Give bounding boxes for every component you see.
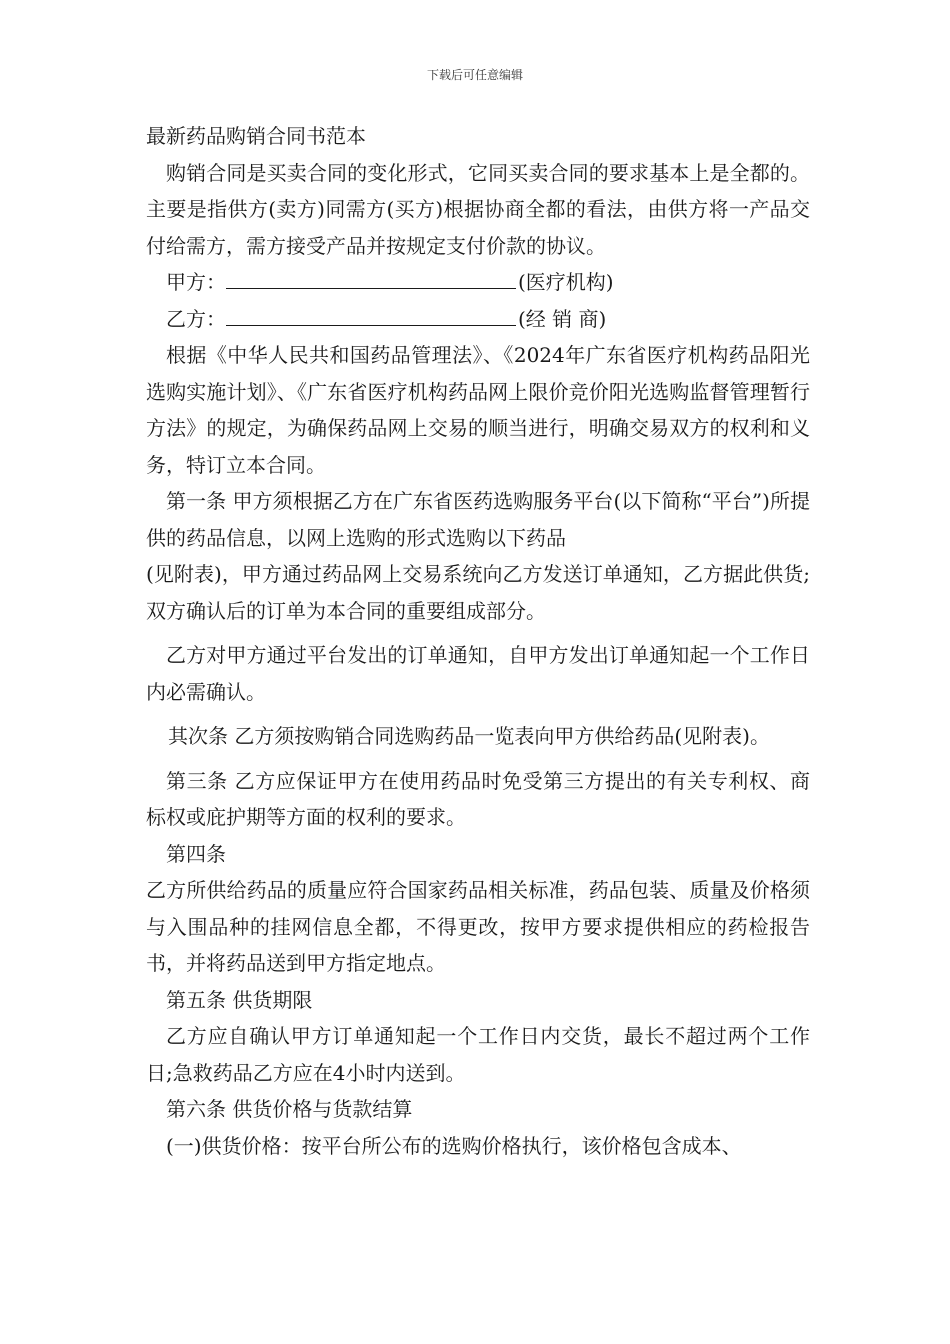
article-6-item-1: (一)供货价格：按平台所公布的选购价格执行，该价格包含成本、 — [166, 1133, 742, 1158]
article-1-confirm-paragraph: 乙方对甲方通过平台发出的订单通知，自甲方发出订单通知起一个工作日内必需确认。 — [146, 643, 810, 704]
article-5-body: 乙方应自确认甲方订单通知起一个工作日内交货，最长不超过两个工作日;急救药品乙方应在4小时内送到。 — [146, 1024, 810, 1085]
article-5-heading: 第五条 供货期限 — [166, 987, 313, 1012]
party-b-blank — [226, 303, 516, 326]
party-a-suffix: (医疗机构) — [518, 270, 614, 294]
article-2-paragraph: 其次条 乙方须按购销合同选购药品一览表向甲方供给药品(见附表)。 — [168, 724, 770, 748]
party-b-suffix: (经 销 商) — [518, 306, 607, 331]
party-b-label: 乙方： — [166, 306, 226, 331]
party-a-line — [146, 264, 810, 301]
party-a-blank — [226, 266, 516, 289]
document-title: 最新药品购销合同书范本 — [146, 124, 366, 148]
party-b-line — [146, 301, 810, 338]
legal-basis-paragraph: 根据《中华人民共和国药品管理法》、《2024年广东省医疗机构药品阳光选购实施计划》、《广东省医疗机构药品网上限价竞价阳光选购监督管理暂行方法》的规定，为确保药品网上交易的顺当进行，明确交易双方的权利和义务，特订立本合同。 — [146, 343, 810, 477]
article-6-heading: 第六条 供货价格与货款结算 — [166, 1097, 413, 1121]
intro-paragraph: 购销合同是买卖合同的变化形式，它同买卖合同的要求基本上是全都的。主要是指供方(卖方)同需方(买方)根据协商全都的看法，由供方将一产品交付给需方，需方接受产品并按规定支付价款的协议。 — [146, 160, 810, 258]
party-a-label: 甲方： — [166, 270, 226, 294]
header-note: 下载后可任意编辑 — [426, 68, 523, 82]
document-body — [146, 118, 810, 1164]
article-3-paragraph: 第三条 乙方应保证甲方在使用药品时免受第三方提出的有关专利权、商标权或庇护期等方面的权利的要求。 — [146, 768, 810, 829]
article-4-heading: 第四条 — [166, 841, 226, 866]
article-1-paragraph: 第一条 甲方须根据乙方在广东省医药选购服务平台(以下简称“平台”)所提供的药品信息，以网上选购的形式选购以下药品 — [146, 489, 810, 550]
article-1-continuation: (见附表)，甲方通过药品网上交易系统向乙方发送订单通知，乙方据此供货;双方确认后的订单为本合同的重要组成部分。 — [146, 562, 810, 623]
article-4-body: 乙方所供给药品的质量应符合国家药品相关标准，药品包装、质量及价格须与入围品种的挂网信息全都，不得更改，按甲方要求提供相应的药检报告书，并将药品送到甲方指定地点。 — [146, 878, 810, 975]
